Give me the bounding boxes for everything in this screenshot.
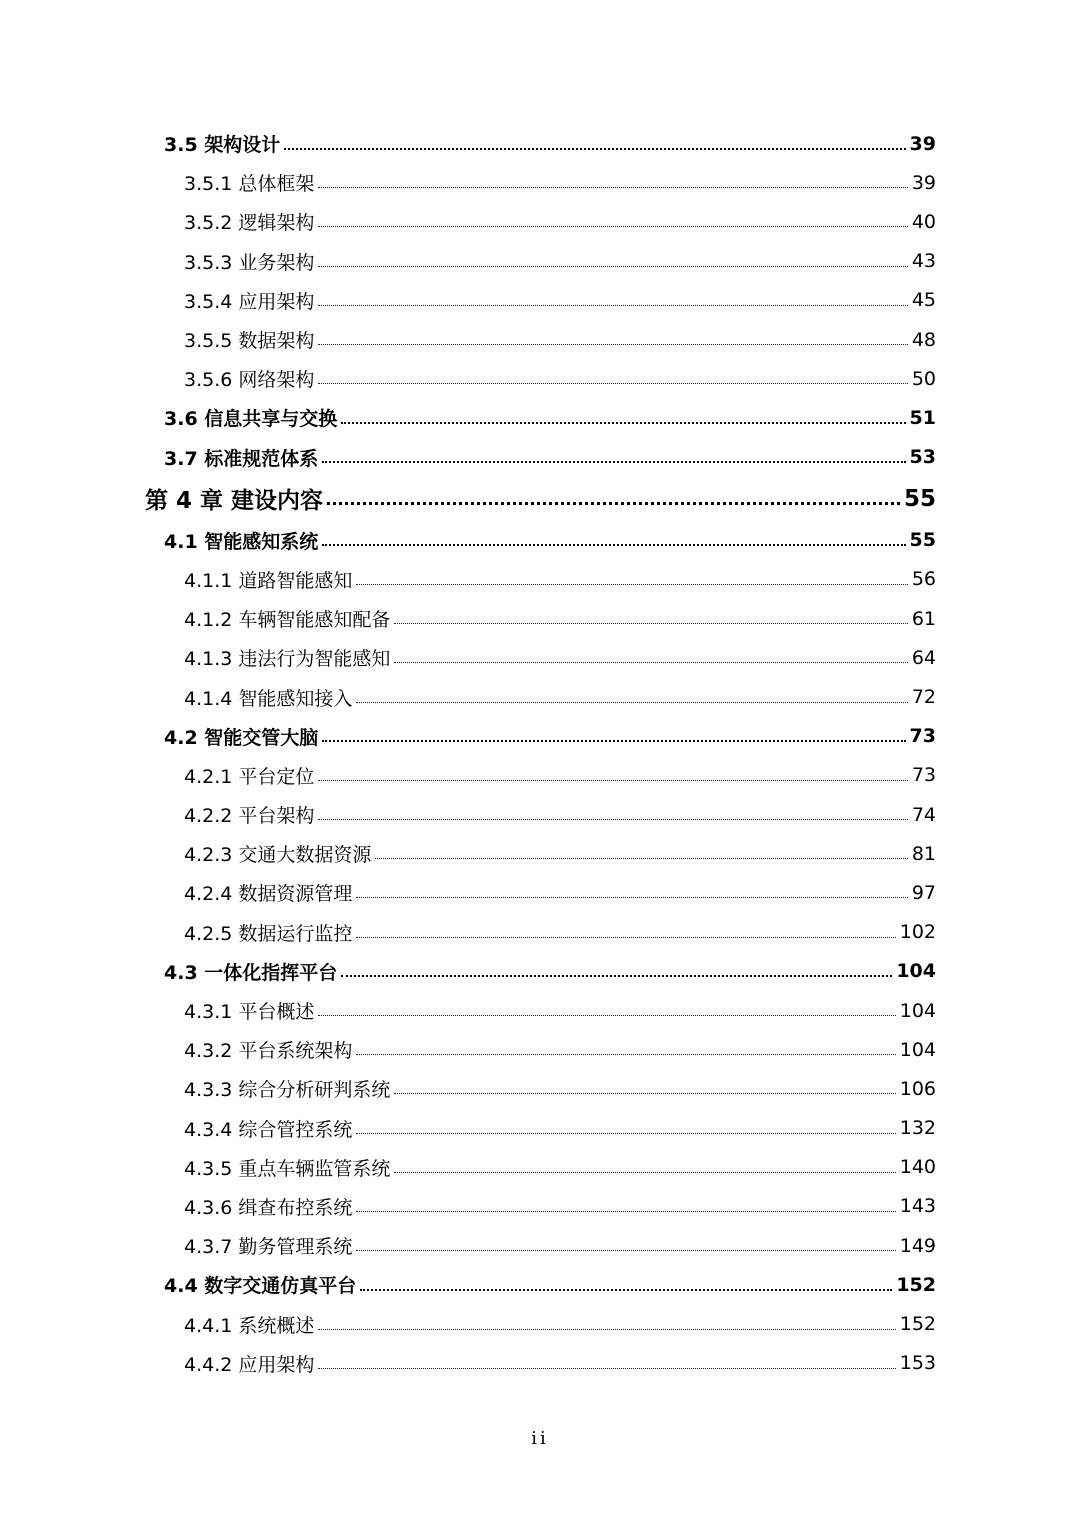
toc-entry-title: 3.5.3 业务架构: [184, 251, 315, 274]
toc-entry-title: 4.3 一体化指挥平台: [164, 961, 338, 984]
toc-entry-page-number: 40: [911, 210, 936, 233]
toc-subsection-entry[interactable]: [0, 1030, 936, 1069]
toc-entry-page-number: 149: [899, 1234, 936, 1257]
toc-dot-leader: [318, 344, 907, 345]
toc-subsection-entry[interactable]: [0, 1069, 936, 1108]
toc-section-entry[interactable]: [0, 717, 936, 756]
toc-entry-title: 4.3.1 平台概述: [184, 1001, 315, 1024]
toc-entry-page-number: 104: [896, 960, 936, 983]
toc-dot-leader: [318, 383, 907, 384]
toc-dot-leader: [375, 858, 907, 859]
toc-entry-title: 4.3.7 勤务管理系统: [184, 1236, 353, 1259]
toc-entry-page-number: 152: [899, 1313, 936, 1336]
toc-dot-leader: [356, 1054, 895, 1055]
toc-entry-page-number: 74: [911, 803, 936, 826]
toc-dot-leader: [356, 897, 907, 898]
toc-subsection-entry[interactable]: [0, 795, 936, 834]
toc-entry-title: 4.2.5 数据运行监控: [184, 922, 353, 945]
toc-subsection-entry[interactable]: [0, 599, 936, 638]
toc-subsection-entry[interactable]: [0, 320, 936, 359]
toc-dot-leader: [318, 305, 907, 306]
toc-entry-title: 4.3.2 平台系统架构: [184, 1040, 353, 1063]
toc-entry-page-number: 50: [911, 367, 936, 390]
toc-dot-leader: [356, 1211, 895, 1212]
toc-entry-page-number: 132: [899, 1117, 936, 1140]
toc-entry-title: 4.3.4 综合管控系统: [184, 1118, 353, 1141]
toc-entry-page-number: 102: [899, 921, 936, 944]
toc-entry-title: 4.2.3 交通大数据资源: [184, 844, 372, 867]
toc-dot-leader: [318, 780, 907, 781]
toc-entry-title: 3.5.2 逻辑架构: [184, 212, 315, 235]
toc-dot-leader: [318, 819, 907, 820]
toc-entry-title: 3.5.1 总体框架: [184, 173, 315, 196]
toc-entry-title: 4.2.1 平台定位: [184, 765, 315, 788]
toc-section-entry[interactable]: [0, 952, 936, 991]
toc-entry-page-number: 81: [911, 842, 936, 865]
toc-subsection-entry[interactable]: [0, 163, 936, 202]
toc-subsection-entry[interactable]: [0, 242, 936, 281]
toc-dot-leader: [322, 461, 905, 463]
toc-subsection-entry[interactable]: [0, 1226, 936, 1265]
table-of-contents: [0, 124, 1080, 1383]
toc-dot-leader: [341, 422, 905, 424]
toc-entry-page-number: 73: [909, 725, 936, 748]
toc-dot-leader: [394, 662, 907, 663]
toc-entry-page-number: 55: [903, 485, 936, 512]
toc-dot-leader: [284, 148, 905, 150]
toc-entry-title: 4.1.1 道路智能感知: [184, 569, 353, 592]
toc-entry-title: 4.1.4 智能感知接入: [184, 687, 353, 710]
toc-entry-title: 第 4 章 建设内容: [145, 488, 324, 515]
toc-subsection-entry[interactable]: [0, 560, 936, 599]
toc-subsection-entry[interactable]: [0, 202, 936, 241]
toc-subsection-entry[interactable]: [0, 1109, 936, 1148]
toc-entry-page-number: 51: [909, 406, 936, 429]
toc-dot-leader: [394, 1093, 895, 1094]
toc-entry-page-number: 104: [899, 999, 936, 1022]
toc-entry-title: 4.4.1 系统概述: [184, 1314, 315, 1337]
toc-entry-title: 3.5.6 网络架构: [184, 369, 315, 392]
toc-entry-title: 4.1 智能感知系统: [164, 530, 319, 553]
toc-entry-title: 3.7 标准规范体系: [164, 447, 319, 470]
toc-subsection-entry[interactable]: [0, 1187, 936, 1226]
toc-dot-leader: [356, 1250, 895, 1251]
toc-entry-title: 4.2 智能交管大脑: [164, 726, 319, 749]
toc-entry-page-number: 55: [909, 529, 936, 552]
toc-entry-page-number: 45: [911, 289, 936, 312]
toc-dot-leader: [394, 1172, 895, 1173]
toc-entry-page-number: 39: [911, 171, 936, 194]
toc-entry-page-number: 61: [911, 607, 936, 630]
toc-entry-page-number: 73: [911, 764, 936, 787]
toc-entry-title: 3.6 信息共享与交换: [164, 408, 338, 431]
toc-dot-leader: [318, 187, 907, 188]
toc-entry-title: 4.4.2 应用架构: [184, 1353, 315, 1376]
toc-entry-title: 4.3.3 综合分析研判系统: [184, 1079, 391, 1102]
toc-subsection-entry[interactable]: [0, 1148, 936, 1187]
toc-entry-page-number: 64: [911, 646, 936, 669]
toc-entry-page-number: 104: [899, 1038, 936, 1061]
toc-dot-leader: [356, 702, 907, 703]
toc-entry-page-number: 39: [909, 132, 936, 155]
toc-subsection-entry[interactable]: [0, 756, 936, 795]
toc-subsection-entry[interactable]: [0, 1344, 936, 1383]
toc-subsection-entry[interactable]: [0, 991, 936, 1030]
toc-subsection-entry[interactable]: [0, 913, 936, 952]
toc-entry-page-number: 153: [899, 1352, 936, 1375]
toc-dot-leader: [341, 975, 892, 977]
toc-entry-page-number: 72: [911, 686, 936, 709]
toc-dot-leader: [360, 1289, 892, 1291]
toc-dot-leader: [356, 1133, 895, 1134]
toc-entry-page-number: 152: [896, 1273, 936, 1296]
toc-dot-leader: [318, 1329, 895, 1330]
toc-section-entry[interactable]: [0, 124, 936, 163]
toc-entry-title: 4.1.3 违法行为智能感知: [184, 648, 391, 671]
toc-entry-title: 4.4 数字交通仿真平台: [164, 1275, 357, 1298]
toc-section-entry[interactable]: [0, 438, 936, 477]
toc-entry-title: 4.2.2 平台架构: [184, 805, 315, 828]
toc-entry-page-number: 106: [899, 1077, 936, 1100]
toc-dot-leader: [318, 266, 907, 267]
toc-section-entry[interactable]: [0, 521, 936, 560]
toc-chapter-entry[interactable]: [0, 477, 936, 521]
toc-dot-leader: [394, 623, 907, 624]
toc-entry-title: 4.3.6 缉查布控系统: [184, 1196, 353, 1219]
toc-entry-title: 3.5.5 数据架构: [184, 330, 315, 353]
toc-entry-page-number: 97: [911, 881, 936, 904]
toc-subsection-entry[interactable]: [0, 834, 936, 873]
page-number-footer: ii: [531, 1428, 549, 1449]
toc-entry-page-number: 43: [911, 250, 936, 273]
toc-dot-leader: [318, 226, 907, 227]
toc-dot-leader: [327, 502, 900, 505]
toc-entry-title: 4.1.2 车辆智能感知配备: [184, 609, 391, 632]
toc-subsection-entry[interactable]: [0, 1304, 936, 1343]
toc-subsection-entry[interactable]: [0, 359, 936, 398]
toc-entry-page-number: 53: [909, 446, 936, 469]
toc-entry-page-number: 56: [911, 568, 936, 591]
toc-subsection-entry[interactable]: [0, 677, 936, 716]
toc-entry-title: 4.2.4 数据资源管理: [184, 883, 353, 906]
toc-entry-page-number: 140: [899, 1156, 936, 1179]
toc-entry-page-number: 143: [899, 1195, 936, 1218]
toc-subsection-entry[interactable]: [0, 873, 936, 912]
toc-dot-leader: [322, 740, 905, 742]
toc-entry-title: 4.3.5 重点车辆监管系统: [184, 1157, 391, 1180]
toc-section-entry[interactable]: [0, 1265, 936, 1304]
toc-section-entry[interactable]: [0, 398, 936, 437]
toc-entry-page-number: 48: [911, 328, 936, 351]
toc-entry-title: 3.5 架构设计: [164, 134, 281, 157]
toc-dot-leader: [322, 544, 905, 546]
toc-dot-leader: [318, 1015, 895, 1016]
toc-dot-leader: [318, 1368, 895, 1369]
toc-subsection-entry[interactable]: [0, 281, 936, 320]
toc-subsection-entry[interactable]: [0, 638, 936, 677]
toc-entry-title: 3.5.4 应用架构: [184, 290, 315, 313]
toc-dot-leader: [356, 584, 907, 585]
toc-dot-leader: [356, 937, 895, 938]
